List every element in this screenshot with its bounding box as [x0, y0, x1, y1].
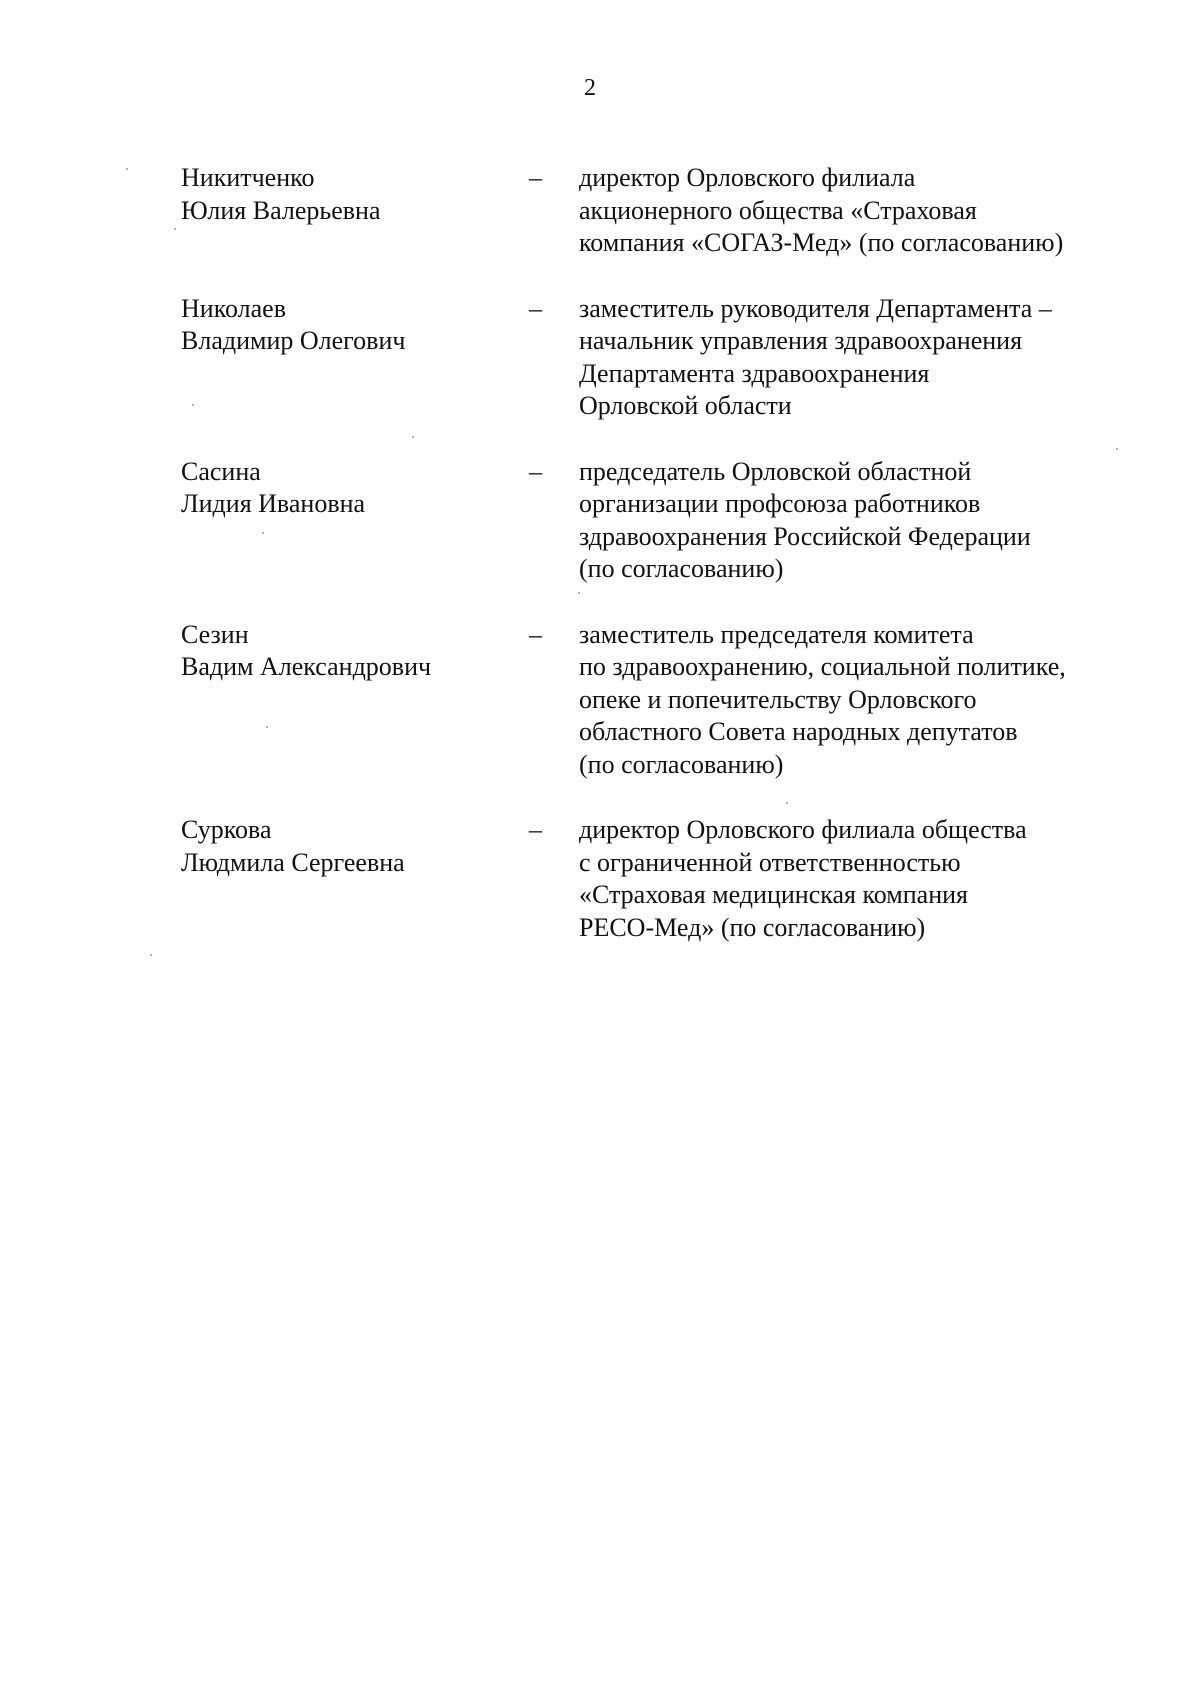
position-line: директор Орловского филиала общества — [579, 815, 1027, 844]
member-given-names: Юлия Валерьевна — [181, 195, 381, 225]
member-surname: Никитченко — [181, 163, 315, 192]
member-name — [181, 456, 523, 586]
position-line: РЕСО-Мед» (по согласованию) — [579, 912, 926, 942]
member-name — [181, 162, 523, 260]
separator-dash: – — [529, 456, 542, 486]
position-line: председатель Орловской областной — [579, 456, 972, 486]
scan-speck — [786, 802, 788, 804]
position-line: Орловской области — [579, 391, 792, 420]
scan-speck — [150, 954, 152, 956]
position-line: компания «СОГАЗ-Мед» (по согласованию) — [579, 228, 1064, 257]
separator-dash: – — [529, 815, 542, 844]
position-line: заместитель руководителя Департамента – — [579, 293, 1052, 323]
position-line: акционерного общества «Страховая — [579, 195, 977, 225]
scan-speck — [578, 592, 580, 594]
member-position — [579, 162, 1121, 260]
position-line: с ограниченной ответственностью — [579, 847, 961, 877]
member-surname: Суркова — [181, 815, 272, 844]
separator-dash: – — [529, 163, 542, 192]
position-line: (по согласованию) — [579, 749, 784, 779]
member-list — [181, 162, 1121, 944]
page-number: 2 — [584, 75, 596, 101]
member-given-names: Вадим Александрович — [181, 652, 432, 681]
position-line: «Страховая медицинская компания — [579, 880, 968, 909]
scan-speck — [126, 168, 128, 170]
scan-speck — [262, 532, 264, 534]
scan-speck — [412, 436, 414, 438]
member-position — [579, 456, 1121, 586]
member-entry — [181, 456, 1121, 586]
scan-speck — [174, 228, 176, 230]
position-line: по здравоохранению, социальной политике, — [579, 652, 1066, 681]
position-line: здравоохранения Российской Федерации — [579, 521, 1031, 551]
member-position — [579, 814, 1121, 944]
scan-speck — [192, 404, 194, 406]
position-line: заместитель председателя комитета — [579, 619, 974, 649]
member-entry — [181, 162, 1121, 260]
member-name — [181, 293, 523, 423]
member-entry — [181, 814, 1121, 944]
position-line: (по согласованию) — [579, 554, 784, 583]
scan-speck — [1116, 448, 1118, 450]
position-line: Департамента здравоохранения — [579, 358, 930, 388]
position-line: областного Совета народных депутатов — [579, 717, 1018, 746]
position-line: начальник управления здравоохранения — [579, 326, 1023, 355]
scan-speck — [266, 726, 268, 728]
member-given-names: Владимир Олегович — [181, 326, 406, 355]
member-name — [181, 619, 523, 782]
position-line: опеке и попечительству Орловского — [579, 684, 977, 714]
separator-dash: – — [529, 293, 542, 323]
member-entry — [181, 293, 1121, 423]
member-surname: Сезин — [181, 619, 249, 649]
member-position — [579, 619, 1121, 782]
position-line: директор Орловского филиала — [579, 163, 916, 192]
position-line: организации профсоюза работников — [579, 489, 981, 518]
member-entry — [181, 619, 1121, 782]
member-name — [181, 814, 523, 944]
member-given-names: Людмила Сергеевна — [181, 847, 405, 877]
member-given-names: Лидия Ивановна — [181, 489, 366, 518]
member-surname: Сасина — [181, 456, 261, 486]
member-surname: Николаев — [181, 293, 286, 323]
member-position — [579, 293, 1121, 423]
separator-dash: – — [529, 619, 542, 649]
